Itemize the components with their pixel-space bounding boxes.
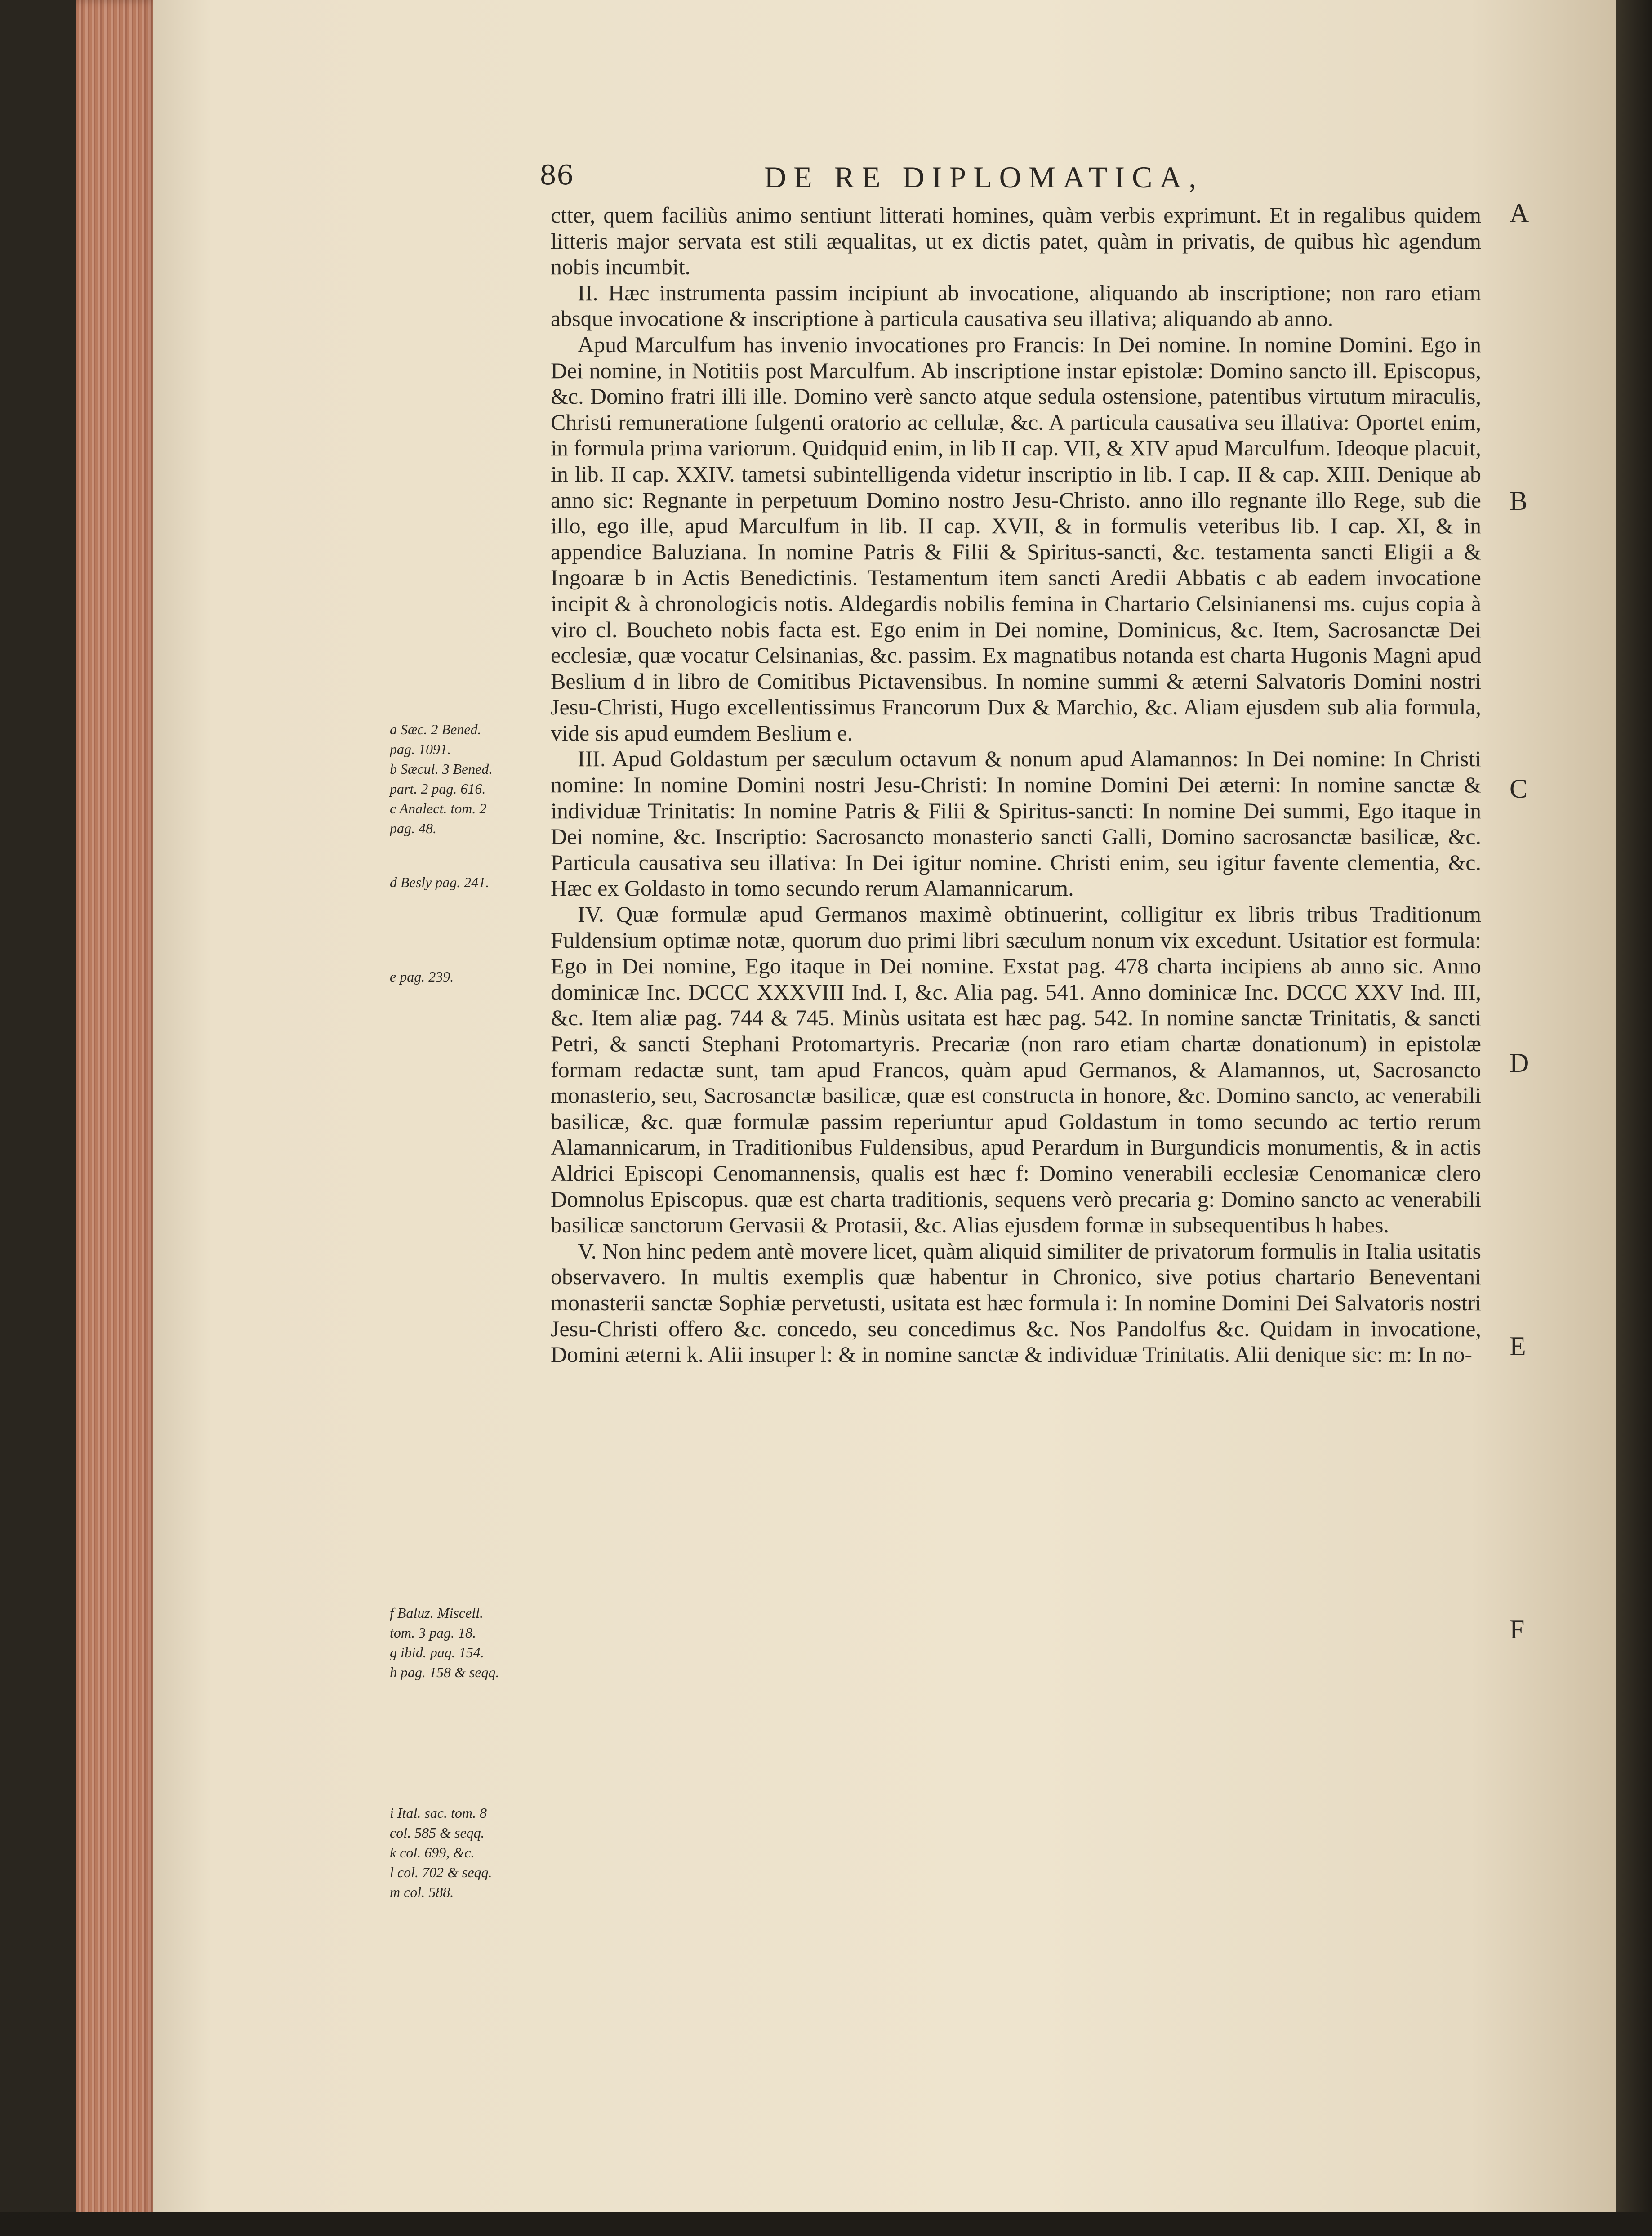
side-note-line: d Besly pag. 241. — [390, 874, 490, 890]
side-note-line: b Sæcul. 3 Bened. — [390, 761, 493, 777]
main-text — [551, 202, 1481, 1368]
margin-letter: B — [1510, 486, 1528, 516]
paragraph: III. Apud Goldastum per sæculum octavum & nonum apud Alamannos: In Dei nomine: In Christi nomine: In nomine Domini nostri Jesu-Christi: In nomine Domini Dei æterni: In nomine sanctæ & individuæ Trinitatis: In nomine Patris & Filii & Spiritus-sancti: In nomine Dei summi, Ego itaque in Dei nomine, &c. Inscriptio: Sacrosancto monasterio sancti Galli, Domino sacrosanctæ basilicæ, &c. Particula causativa seu illativa: In Dei igitur nomine. Christi enim, seu igitur favente clementia, &c. Hæc ex Goldasto in tomo secundo rerum Alamannicarum. — [551, 746, 1481, 901]
side-note — [390, 967, 538, 986]
page-edges — [76, 0, 157, 2236]
paragraph: II. Hæc instrumenta passim incipiunt ab invocatione, aliquando ab inscriptione; non raro etiam absque invocatione & inscriptione à particula causativa seu illativa; aliquando ab anno. — [551, 280, 1481, 331]
side-note-line: pag. 48. — [390, 820, 436, 836]
margin-letter: D — [1510, 1048, 1529, 1078]
side-note-line: i Ital. sac. tom. 8 — [390, 1805, 487, 1821]
page-number: 86 — [539, 160, 574, 191]
margin-letter: C — [1510, 774, 1528, 803]
side-note-line: col. 585 & seqq. — [390, 1825, 485, 1841]
running-title: DE RE DIPLOMATICA, — [764, 160, 1204, 194]
side-note — [390, 872, 538, 892]
side-note-line: part. 2 pag. 616. — [390, 781, 486, 797]
paragraph: Apud Marculfum has invenio invocationes pro Francis: In Dei nomine. In nomine Domini. Ego in Dei nomine, in Notitiis post Marculfum. Ab inscriptione instar epistolæ: Domino sancto ill. Episcopus, &c. Domino fratri illi ille. Domino verè sancto atque sedula ostensione, patentibus virtutum miraculis, Christi remuneratione fulgenti oratorio ac cellulæ, &c. A particula causativa seu illativa: Oportet enim, in formula prima variorum. Quidquid enim, in lib II cap. VII, & XIV apud Marculfum. Ideoque placuit, in lib. II cap. XXIV. tametsi subintelligenda videtur inscriptio in lib. I cap. II & cap. XIII. Denique ab anno sic: Regnante in perpetuum Domino nostro Jesu-Christo. anno illo regnante illo Rege, sub die illo, ego ille, apud Marculfum in lib. II cap. XVII, & in formulis veteribus lib. I cap. XI, & in appendice Baluziana. In nomine Patris & Filii & Spiritus-sancti, &c. testamenta sancti Eligii a & Ingoaræ b in Actis Benedictinis. Testamentum item sancti Aredii Abbatis c ab eadem invocatione incipit & à chronologicis notis. Aldegardis nobilis femina in Chartario Celsinianensi ms. cujus copia à viro cl. Boucheto nobis facta est. Ego enim in Dei nomine, Dominicus, &c. Item, Sacrosanctæ Dei ecclesiæ, quæ vocatur Celsinanias, &c. passim. Ex magnatibus notanda est charta Hugonis Magni apud Beslium d in libro de Comitibus Pictavensibus. In nomine summi & æterni Salvatoris Domini nostri Jesu-Christi, Hugo excellentissimus Francorum Dux & Marchio, &c. Aliam ejusdem sub alia formula, vide sis apud eumdem Beslium e. — [551, 331, 1481, 745]
side-note-line: g ibid. pag. 154. — [390, 1644, 484, 1660]
gutter-shadow — [1616, 0, 1652, 2236]
margin-letter: E — [1510, 1331, 1526, 1361]
side-note-line: f Baluz. Miscell. — [390, 1605, 483, 1621]
side-note-line: c Analect. tom. 2 — [390, 800, 487, 817]
paragraph: V. Non hinc pedem antè movere licet, quàm aliquid similiter de privatorum formulis in Italia usitatis observavero. In multis exemplis quæ habentur in Chronico, sive potius chartario Beneventani monasterii sanctæ Sophiæ pervetusti, usitata est hæc formula i: In nomine Domini Dei Salvatoris nostri Jesu-Christi offero &c. concedo, seu concedimus &c. Nos Pandolfus &c. Quidam in invocatione, Domini æterni k. Alii insuper l: & in nomine sanctæ & individuæ Trinitatis. Alii denique sic: m: In no- — [551, 1238, 1481, 1367]
bottom-edge — [0, 2212, 1652, 2236]
side-note-line: k col. 699, &c. — [390, 1844, 475, 1861]
side-note — [390, 719, 538, 838]
paragraph: IV. Quæ formulæ apud Germanos maximè obtinuerint, colligitur ex libris tribus Traditionum Fuldensium optimæ notæ, quorum duo primi libri sæculum nonum vix excedunt. Usitatior est formula: Ego in Dei nomine, Ego itaque in Dei nomine. Exstat pag. 478 charta incipiens ab anno sic. Anno dominicæ Inc. DCCC XXXVIII Ind. I, &c. Alia pag. 541. Anno dominicæ Inc. DCCC XXV Ind. III, &c. Item aliæ pag. 744 & 745. Minùs usitata est hæc pag. 542. In nomine sanctæ Trinitatis, & sancti Petri, & sancti Stephani Protomartyris. Precariæ (non raro etiam chartæ donationum) in epistolæ formam redactæ sunt, tam apud Francos, quàm apud Germanos, & Alamannos, ut, Sacrosancto monasterio, seu, Sacrosanctæ basilicæ, quæ est constructa in honore, &c. Domino sancto, ac venerabili basilicæ, &c. quæ formulæ passim reperiuntur apud Goldastum in tomo secundo ac tertio rerum Alamannicarum, in Traditionibus Fuldensibus, apud Perardum in Burgundicis monumentis, & in actis Aldrici Episcopi Cenomannensis, qualis est hæc f: Domino venerabili ecclesiæ Cenomanicæ clero Domnolus Episcopus. quæ est charta traditionis, sequens verò precaria g: Domino sancto ac venerabili basilicæ sanctorum Gervasii & Protasii, &c. Alias ejusdem formæ in subsequentibus h habes. — [551, 902, 1481, 1238]
side-note-line: e pag. 239. — [390, 968, 454, 985]
side-note-line: l col. 702 & seqq. — [390, 1864, 492, 1880]
paragraph: ctter, quem faciliùs animo sentiunt litterati homines, quàm verbis exprimunt. Et in regalibus quidem litteris major servata est stili æqualitas, ut ex dictis patet, quàm in privatis, de quibus hìc agendum nobis incumbit. — [551, 202, 1481, 280]
side-note — [390, 1603, 538, 1682]
margin-letter: A — [1510, 198, 1529, 228]
side-note-line: pag. 1091. — [390, 741, 451, 757]
side-note-line: tom. 3 pag. 18. — [390, 1625, 476, 1641]
side-note-line: a Sæc. 2 Bened. — [390, 721, 481, 737]
side-note — [390, 1803, 538, 1902]
page-header — [539, 155, 1528, 205]
side-note-line: h pag. 158 & seqq. — [390, 1664, 499, 1680]
margin-letter: F — [1510, 1615, 1525, 1644]
side-note-line: m col. 588. — [390, 1884, 454, 1900]
